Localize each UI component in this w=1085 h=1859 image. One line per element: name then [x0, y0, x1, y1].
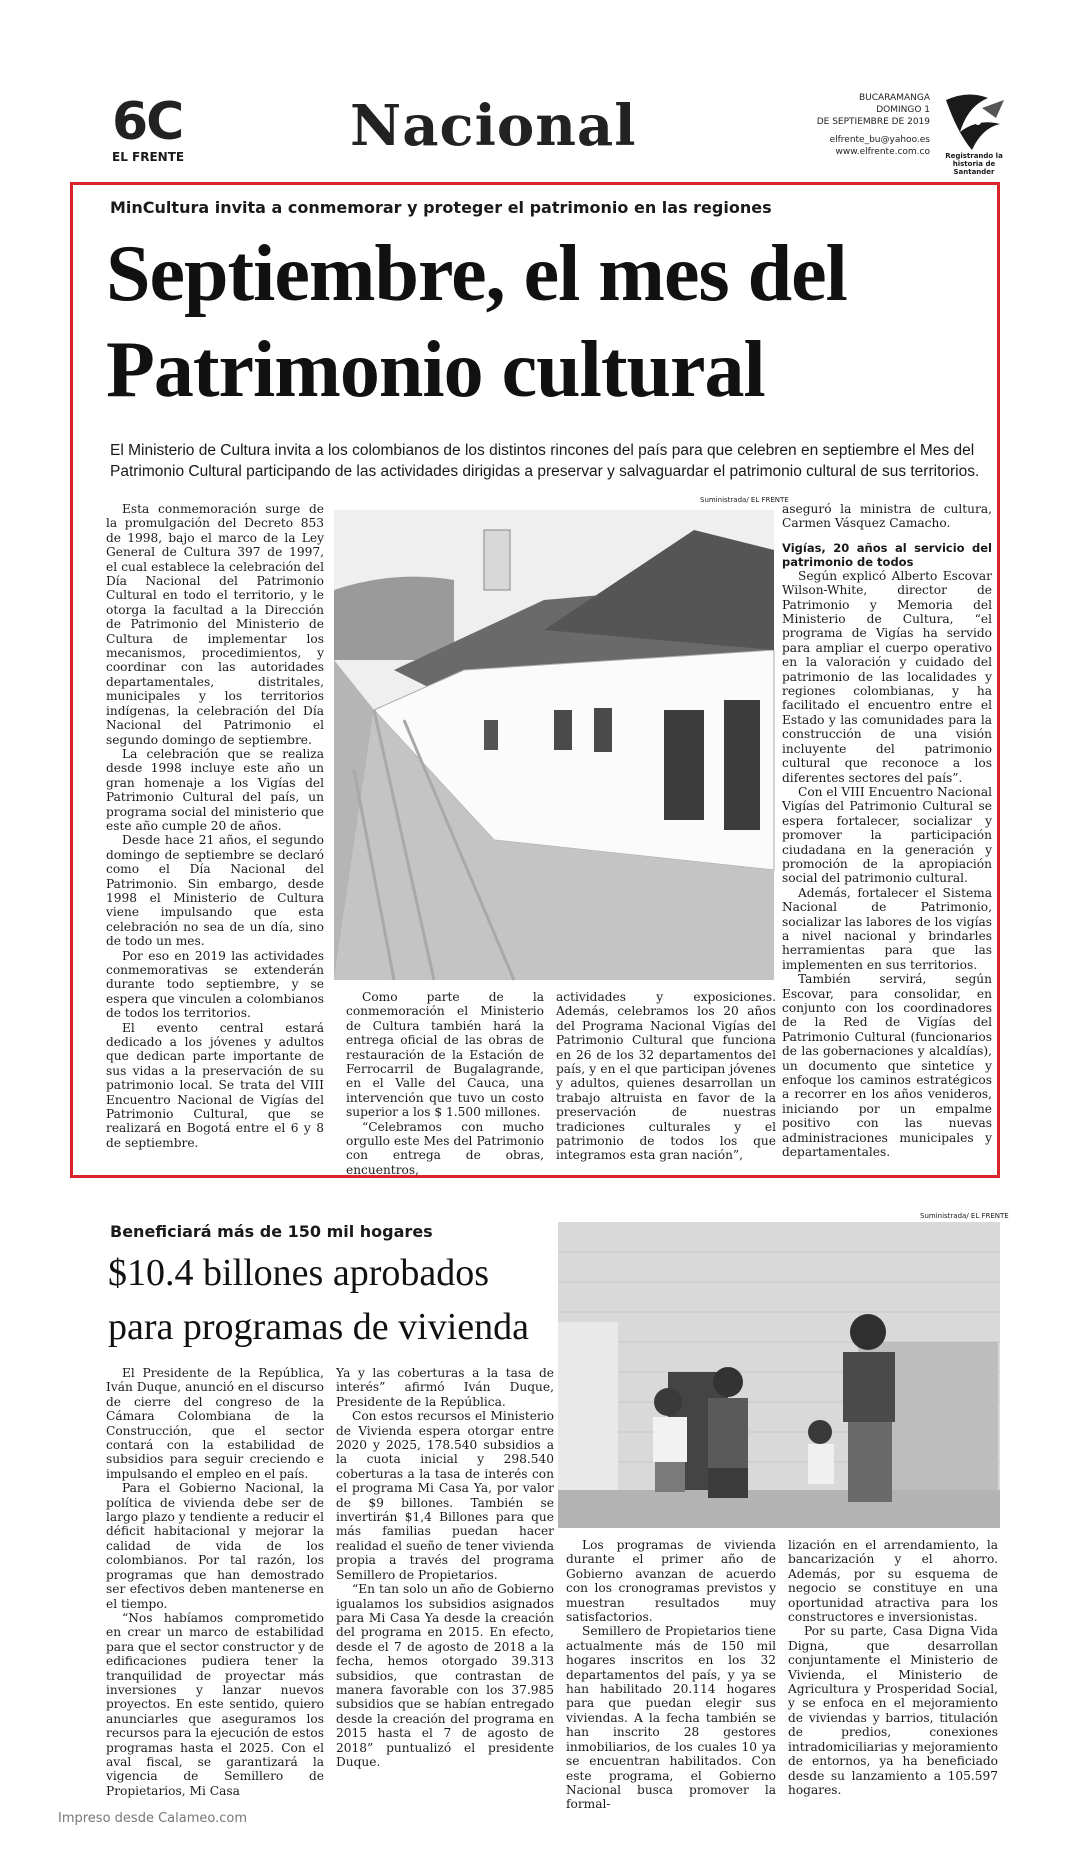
- subheading: Vigías, 20 años al servicio del patrimonio de todos: [782, 540, 992, 569]
- logo-tagline: Registrando la historia de Santander: [945, 152, 1003, 176]
- paragraph: Por eso en 2019 las actividades conmemorativas se extenderán durante todo septiembre, y se espera que vinculen a colombianos de todos los territorios.: [106, 948, 324, 1021]
- paragraph: Ya y las coberturas a la tasa de interés” afirmó Iván Duque, Presidente de la República.: [336, 1366, 554, 1409]
- paragraph: Con el VIII Encuentro Nacional Vigías del Patrimonio Cultural se espera fortalecer, socializar y promover la participación ciudadana en la generación y promoción de la apropiación social del patrimonio cultural.: [782, 784, 992, 886]
- article2-column-2: [336, 1366, 554, 1796]
- article2-kicker: Beneficiará más de 150 mil hogares: [110, 1222, 433, 1241]
- article1-column-4: [782, 502, 992, 1162]
- date: DE SEPTIEMBRE DE 2019: [816, 117, 930, 127]
- article1-column-2: [346, 990, 544, 1177]
- masthead-meta: [790, 92, 930, 158]
- website: www.elfrente.com.co: [835, 147, 930, 157]
- day: DOMINGO 1: [876, 105, 930, 115]
- page-number: 6C: [112, 92, 183, 152]
- family-photo: [558, 1222, 1000, 1528]
- paragraph: El evento central estará dedicado a los jóvenes y adultos que dedican parte importante de sus vidas a la preservación de su patrimonio local. Se trata del VIII Encuentro Nacional de Vigías del Patrimonio Cultural, que se realizará en Bogotá entre el 6 y 8 de septiembre.: [106, 1020, 324, 1150]
- city: BUCARAMANGA: [858, 93, 930, 103]
- photo-credit: Suministrada/ EL FRENTE: [920, 1212, 1009, 1220]
- article1-column-1: [106, 502, 324, 1162]
- article2-headline-line2: para programas de vivienda: [108, 1306, 529, 1348]
- footer-watermark: Impreso desde Calameo.com: [58, 1811, 247, 1826]
- email: elfrente_bu@yahoo.es: [829, 135, 930, 145]
- paragraph: Según explicó Alberto Escovar Wilson-White, director de Patrimonio y Memoria del Ministerio de Cultura, “el programa de Vigías ha servido para ampliar el cuerpo operativo en la valoración y cuidado del patrimonio de las localidades y regiones colombianas, y ha facilitado el encuentro entre el Estado y las comunidades para la construcción de una visión incluyente del patrimonio cultural que reconoce a los diferentes sectores del país”.: [782, 568, 992, 785]
- article1-headline-line2: Patrimonio cultural: [106, 326, 765, 414]
- article2-column-3: [566, 1538, 776, 1812]
- colonial-street-photo: [334, 510, 774, 980]
- paragraph: Semillero de Propietarios tiene actualmente más de 150 mil hogares inscritos en los 32 departamentos del país, y ya se han habilitado 20.114 hogares para que puedan elegir sus viviendas. A la fecha también se han inscrito 28 gestores inmobiliarios, de los cuales 10 ya se encuentran habilitados. Con este programa, el Gobierno Nacional busca promover la formal-: [566, 1624, 776, 1812]
- paragraph: Como parte de la conmemoración el Ministerio de Cultura también hará la entrega oficial de las obras de restauración de la Estación de Ferrocarril de Bugalagrande, en el Valle del Cauca, una intervención que tuvo un costo superior a los $ 1.500 millones.: [346, 990, 544, 1120]
- paper-name: EL FRENTE: [112, 150, 185, 164]
- paragraph: Los programas de vivienda durante el primer año de Gobierno avanzan de acuerdo con los cronogramas previstos y muestran resultados muy satisfactorios.: [566, 1538, 776, 1625]
- paragraph: Además, fortalecer el Sistema Nacional de Patrimonio, socializar las labores de los vigías a nivel nacional y brindarles herramientas para que las implementen en sus territorios.: [782, 885, 992, 972]
- article2-headline: [108, 1246, 548, 1354]
- section-title: Nacional: [350, 93, 637, 159]
- paragraph: La celebración que se realiza desde 1998 incluye este año un gran homenaje a los Vigías del Patrimonio Cultural del país, un programa social del ministerio que este año cumple 20 de años.: [106, 746, 324, 833]
- paragraph: “En tan solo un año de Gobierno igualamos los subsidios asignados para Mi Casa Ya desde la creación del programa en 2015. En efecto, desde el 7 de agosto de 2018 a la fecha, hemos otorgado 39.313 subsidios, que contrastan de manera favorable con los 37.985 subsidios que se habían entregado desde la creación del programa en 2015 hasta el 7 de agosto de 2018” puntualizó el presidente Duque.: [336, 1582, 554, 1769]
- paragraph: aseguró la ministra de cultura, Carmen Vásquez Camacho.: [782, 502, 992, 531]
- paragraph: actividades y exposiciones. Además, celebramos los 20 años del Programa Nacional Vigías del Patrimonio Cultural que funciona en 26 de los 32 departamentos del país, y en el que participan jóvenes y adultos, quienes desarrollan un trabajo altruista en favor de la preservación de nuestras tradiciones culturales y el patrimonio de todos los que integramos esta gran nación”,: [556, 990, 776, 1163]
- paragraph: Por su parte, Casa Digna Vida Digna, que desarrollan conjuntamente el Ministerio de Vivienda, el Ministerio de Agricultura y Prosperidad Social, y se enfoca en el mejoramiento de viviendas y barrios, titulación de predios, conexiones intradomiciliarias y mejoramiento de entornos, ya ha beneficiado desde su lanzamiento a 105.597 hogares.: [788, 1624, 998, 1797]
- article2-column-4: [788, 1538, 998, 1796]
- article2-headline-line1: $10.4 billones aprobados: [108, 1252, 490, 1294]
- paragraph: Para el Gobierno Nacional, la política de vivienda debe ser de largo plazo y tendiente a reducir el déficit habitacional y mejorar la calidad de vida de los colombianos. Por tal razón, los programas que han demostrado ser efectivos deben mantenerse en el tiempo.: [106, 1481, 324, 1611]
- paragraph: Esta conmemoración surge de la promulgación del Decreto 853 de 1998, bajo el marco de la Ley General de Cultura 397 de 1997, el cual establece la celebración del Día Nacional del Patrimonio Cultural en todo el territorio, y le otorga la facultad a la Dirección de Patrimonio del Ministerio de Cultura de implementar los mecanismos, procedimientos, y coordinar con las autoridades departamentales, distritales, municipales y los territorios indígenas, la celebración del Día Nacional del Patrimonio el segundo domingo de septiembre.: [106, 502, 324, 747]
- paragraph: Desde hace 21 años, el segundo domingo de septiembre se declaró como el Día Nacional del Patrimonio. Sin embargo, desde 1998 el Ministerio de Cultura viene impulsando que esta celebración no sea de un día, sino de todo un mes.: [106, 833, 324, 949]
- article2-column-1: [106, 1366, 324, 1796]
- article1-headline-line1: Septiembre, el mes del: [106, 230, 847, 318]
- paragraph: lización en el arrendamiento, la bancarización y el ahorro. Además, por su esquema de negocio se constituye en una oportunidad atractiva para los constructores e inversionistas.: [788, 1538, 998, 1625]
- paragraph: También servirá, según Escovar, para consolidar, en conjunto con los coordinadores de la Red de Vigías del Patrimonio Cultural (funcionarios de las gobernaciones y alcaldías), un documento que sintetice y enfoque los caminos estratégicos a recorrer en los años venideros, iniciando por un empalme positivo con las nuevas administraciones municipales y departamentales.: [782, 972, 992, 1160]
- article1-column-3: [556, 990, 776, 1162]
- paragraph: “Celebramos con mucho orgullo este Mes del Patrimonio con entrega de obras, encuentros,: [346, 1119, 544, 1177]
- paragraph: Con estos recursos el Ministerio de Vivienda espera otorgar entre 2020 y 2025, 178.540 subsidios a la cuota inicial y 298.540 coberturas a la tasa de interés con el programa Mi Casa Ya, por valor de $9 billones. También se invertirán $1,4 Billones para que más familias puedan hacer realidad el sueño de tener vivienda propia a través del programa Semillero de Propietarios.: [336, 1409, 554, 1582]
- article1-kicker: MinCultura invita a conmemorar y proteger el patrimonio en las regiones: [110, 198, 772, 217]
- paragraph: “Nos habíamos comprometido en crear un marco de estabilidad para que el sector constructor y de edificaciones pudiera tener la tranquilidad de proyectar más inversiones y lanzar nuevos proyectos. En este sentido, quiero anunciarles que aseguramos los recursos para la ejecución de estos programas hasta el 2025. Con el aval fiscal, se garantizará la vigencia de Semillero de Propietarios, Mi Casa: [106, 1610, 324, 1798]
- article1-headline: [106, 226, 986, 418]
- article1-lead: El Ministerio de Cultura invita a los colombianos de los distintos rincones del país para que celebren en septiembre el Mes del Patrimonio Cultural participando de las actividades dirigidas a preservar y salvaguardar el patrimonio cultural de sus territorios.: [110, 442, 980, 480]
- paragraph: El Presidente de la República, Iván Duque, anunció en el discurso de cierre del congreso de la Cámara Colombiana de la Construcción, que el sector contará con la estabilidad de subsidios para seguir creciendo e impulsando el empleo en el país.: [106, 1366, 324, 1481]
- photo-credit: Suministrada/ EL FRENTE: [700, 496, 789, 504]
